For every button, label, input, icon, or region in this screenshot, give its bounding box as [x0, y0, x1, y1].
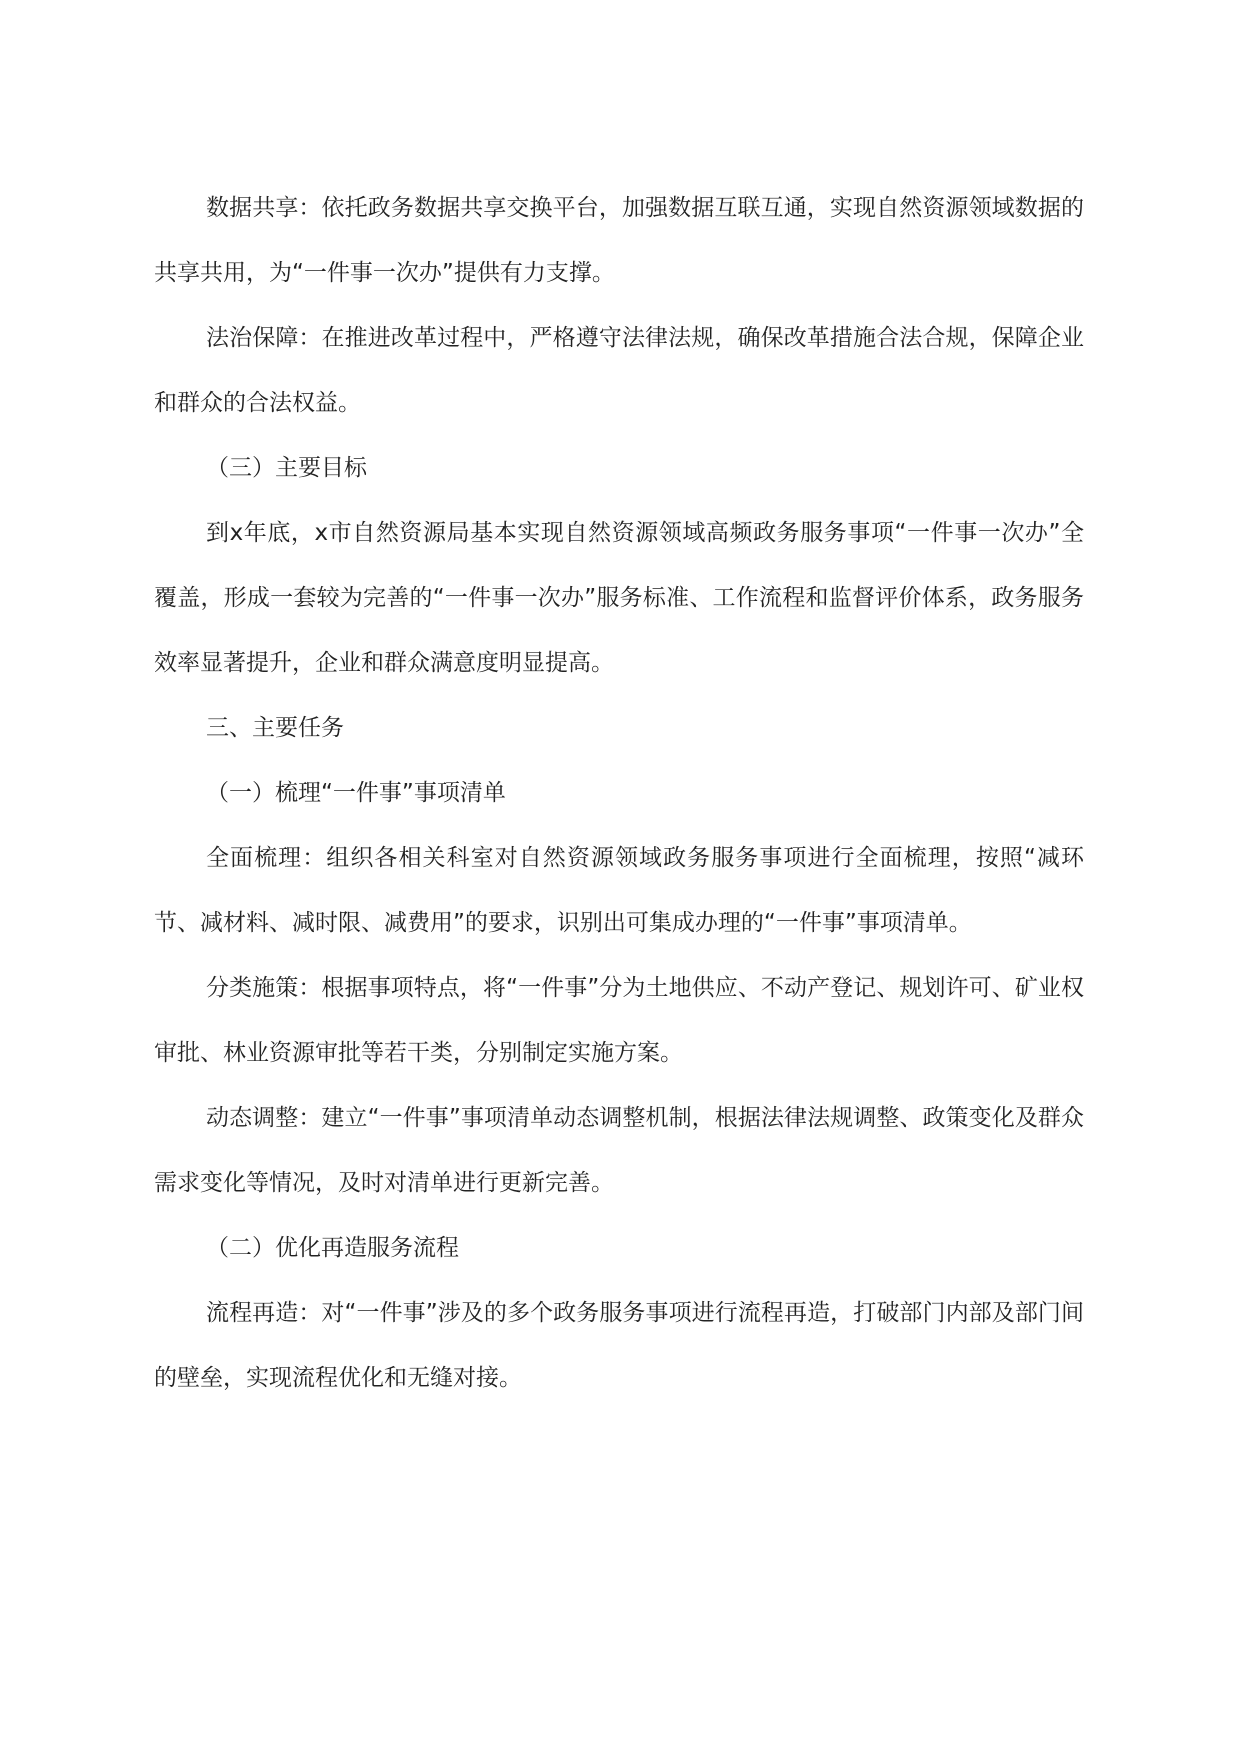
paragraph-rule-of-law: 法治保障：在推进改革过程中，严格遵守法律法规，确保改革措施合法合规，保障企业和群众的合法权益。 [154, 325, 1084, 416]
paragraph-classified-measures: 分类施策：根据事项特点，将“一件事”分为土地供应、不动产登记、规划许可、矿业权审批、林业资源审批等若干类，分别制定实施方案。 [154, 975, 1084, 1066]
subheading-task-list: （一）梳理“一件事”事项清单 [206, 780, 506, 806]
paragraph-dynamic-adjustment: 动态调整：建立“一件事”事项清单动态调整机制，根据法律法规调整、政策变化及群众需求变化等情况，及时对清单进行更新完善。 [154, 1105, 1084, 1196]
paragraph-goals-detail: 到x年底，x市自然资源局基本实现自然资源领域高频政务服务事项“一件事一次办”全覆盖，形成一套较为完善的“一件事一次办”服务标准、工作流程和监督评价体系，政务服务效率显著提升，企业和群众满意度明显提高。 [154, 520, 1084, 676]
paragraph-process-reengineering: 流程再造：对“一件事”涉及的多个政务服务事项进行流程再造，打破部门内部及部门间的壁垒，实现流程优化和无缝对接。 [154, 1300, 1084, 1391]
document-body [154, 176, 1084, 1411]
subheading-process-reengineering: （二）优化再造服务流程 [206, 1235, 459, 1261]
subheading-main-goals: （三）主要目标 [206, 455, 367, 481]
heading-main-tasks: 三、主要任务 [206, 715, 344, 741]
paragraph-comprehensive-review: 全面梳理：组织各相关科室对自然资源领域政务服务事项进行全面梳理，按照“减环节、减材料、减时限、减费用”的要求，识别出可集成办理的“一件事”事项清单。 [154, 845, 1084, 936]
paragraph-data-sharing: 数据共享：依托政务数据共享交换平台，加强数据互联互通，实现自然资源领域数据的共享共用，为“一件事一次办”提供有力支撑。 [154, 195, 1084, 286]
